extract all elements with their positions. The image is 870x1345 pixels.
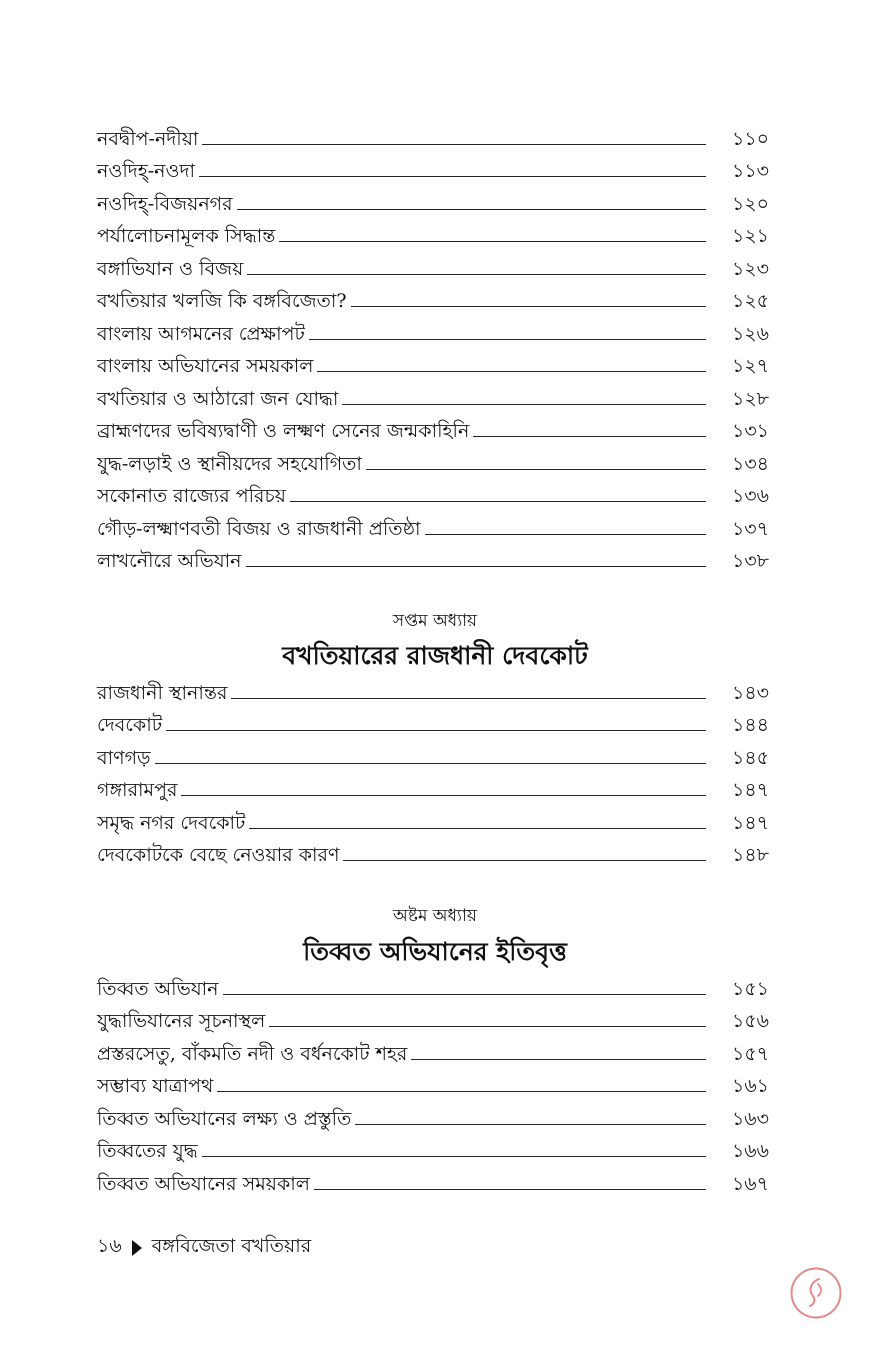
toc-entry-page-number: ১৩৪ (731, 452, 769, 475)
toc-leader-line (217, 1090, 706, 1092)
chapter-7-label: সপ্তম অধ্যায় (392, 611, 478, 631)
toc-entry-page-number: ১৩৬ (731, 485, 769, 507)
toc-entry-title: লাখনৌরে অভিযান (97, 550, 242, 572)
toc-leader-line (269, 1025, 706, 1027)
toc-leader-line (223, 993, 706, 995)
chapter-8-label: অষ্টম অধ্যায় (393, 906, 477, 926)
toc-entry-page-number: ১৪৩ (731, 681, 769, 704)
toc-leader-line (247, 273, 706, 275)
toc-entry-title: গৌড়-লক্ষ্মাণবতী বিজয় ও রাজধানী প্রতিষ্ঠা (97, 517, 421, 540)
footer-page-number: ১৬ (97, 1235, 122, 1257)
toc-section-chapter-7 (97, 672, 769, 867)
page-footer (97, 1232, 311, 1264)
toc-entry (97, 476, 769, 509)
chapter-8-title: তিব্বত অভিযানের ইতিবৃত্ত (303, 937, 567, 966)
toc-entry (97, 835, 769, 868)
toc-entry-page-number: ১৫১ (732, 977, 769, 1000)
toc-section-continued (97, 118, 769, 573)
toc-leader-line (342, 403, 706, 405)
toc-entry-page-number: ১২৬ (731, 322, 769, 345)
toc-entry-page-number: ১২১ (731, 225, 769, 247)
toc-entry (97, 281, 769, 314)
toc-leader-line (317, 370, 706, 372)
toc-entry-title: নওদিহ্-নওদা (97, 160, 195, 182)
toc-leader-line (237, 208, 706, 210)
toc-leader-line (290, 500, 706, 502)
toc-leader-line (199, 175, 706, 177)
toc-entry (97, 1131, 769, 1164)
toc-entry (97, 313, 769, 346)
toc-entry (97, 1001, 769, 1034)
toc-entry (97, 151, 769, 184)
toc-entry (97, 378, 769, 411)
toc-leader-line (351, 305, 706, 307)
toc-entry-page-number: ১১০ (731, 127, 769, 150)
toc-leader-line (166, 729, 706, 731)
toc-entry-title: বাংলায় আগমনের প্রেক্ষাপট (97, 322, 305, 345)
toc-entry-page-number: ১৬৩ (731, 1107, 769, 1130)
toc-leader-line (314, 1188, 706, 1190)
toc-entry-title: তিব্বত অভিযান (97, 977, 219, 1000)
toc-entry (97, 216, 769, 249)
toc-entry (97, 802, 769, 835)
toc-entry-title: দেবকোটকে বেছে নেওয়ার কারণ (97, 844, 340, 866)
toc-entry-title: তিব্বত অভিযানের লক্ষ্য ও প্রস্তুতি (97, 1107, 352, 1130)
toc-leader-line (366, 468, 706, 470)
toc-leader-line (425, 533, 706, 535)
toc-entry-title: পর্যালোচনামূলক সিদ্ধান্ত (97, 225, 276, 247)
toc-leader-line (155, 762, 706, 764)
toc-entry-page-number: ১২৮ (731, 387, 769, 410)
toc-entry (97, 770, 769, 803)
toc-entry-page-number: ১৩৮ (731, 550, 769, 572)
toc-entry-title: বাণগড় (97, 746, 151, 769)
toc-entry (97, 1163, 769, 1196)
toc-leader-line (231, 697, 706, 699)
toc-entry (97, 672, 769, 705)
toc-entry (97, 968, 769, 1001)
toc-entry-title: সকোনাত রাজ্যের পরিচয় (97, 485, 286, 507)
toc-entry-page-number: ১৬১ (731, 1075, 769, 1097)
toc-entry-page-number: ১৩১ (731, 420, 769, 442)
toc-entry-page-number: ১২৩ (731, 257, 769, 280)
toc-entry-title: ব্রাহ্মণদের ভবিষ্যদ্বাণী ও লক্ষ্মণ সেনের জন্মকাহিনি (97, 420, 470, 442)
toc-entry-page-number: ১৬৭ (731, 1172, 769, 1195)
toc-entry-title: বঙ্গাভিযান ও বিজয় (97, 257, 244, 280)
toc-entry-title: রাজধানী স্থানান্তর (97, 681, 228, 704)
toc-entry-page-number: ১২০ (731, 192, 769, 215)
toc-entry-title: নওদিহ্-বিজয়নগর (97, 192, 233, 215)
toc-entry-page-number: ১৫৬ (731, 1010, 769, 1032)
toc-entry-title: গঙ্গারামপুর (97, 779, 178, 801)
toc-entry-title: বখতিয়ার ও আঠারো জন যোদ্ধা (97, 387, 339, 410)
toc-entry-page-number: ১৪৪ (732, 714, 769, 736)
toc-leader-line (279, 240, 706, 242)
toc-entry-page-number: ১৪৭ (731, 811, 769, 834)
toc-entry-title: তিব্বতের যুদ্ধ (97, 1140, 198, 1162)
toc-entry (97, 411, 769, 444)
toc-entry-page-number: ১১৩ (731, 160, 769, 182)
toc-entry-title: বাংলায় অভিযানের সময়কাল (97, 355, 314, 377)
publisher-logo-icon (789, 1266, 843, 1320)
chapter-7-title: বখতিয়ারের রাজধানী দেবকোট (282, 641, 588, 670)
toc-entry (97, 541, 769, 574)
toc-leader-line (246, 565, 706, 567)
toc-entry-title: তিব্বত অভিযানের সময়কাল (97, 1172, 310, 1195)
toc-entry (97, 1033, 769, 1066)
toc-leader-line (202, 143, 706, 145)
toc-leader-line (343, 859, 706, 861)
toc-leader-line (473, 435, 706, 437)
toc-leader-line (355, 1123, 706, 1125)
toc-entry-title: যুদ্ধ-লড়াই ও স্থানীয়দের সহযোগিতা (97, 452, 362, 475)
toc-entry (97, 248, 769, 281)
toc-entry (97, 346, 769, 379)
toc-entry (97, 443, 769, 476)
toc-entry (97, 508, 769, 541)
toc-entry (97, 118, 769, 151)
footer-book-title: বঙ্গবিজেতা বখতিয়ার (151, 1235, 312, 1257)
toc-leader-line (249, 827, 706, 829)
toc-entry-title: যুদ্ধাভিযানের সূচনাস্থল (97, 1010, 266, 1032)
toc-entry-title: প্রস্তরসেতু, বাঁকমতি নদী ও বর্ধনকোট শহর (97, 1042, 408, 1065)
toc-entry-page-number: ১৪৮ (732, 844, 769, 866)
toc-entry-page-number: ১৬৬ (731, 1140, 769, 1162)
toc-entry-page-number: ১৪৭ (731, 779, 769, 801)
toc-leader-line (309, 338, 706, 340)
toc-entry-page-number: ১৩৭ (731, 517, 769, 540)
toc-entry-title: দেবকোট (97, 714, 163, 736)
toc-entry-title: বখতিয়ার খলজি কি বঙ্গবিজেতা? (97, 290, 347, 312)
toc-leader-line (181, 794, 706, 796)
toc-entry-page-number: ১৫৭ (731, 1042, 769, 1065)
toc-entry (97, 737, 769, 770)
toc-entry-title: সমৃদ্ধ নগর দেবকোট (97, 811, 246, 834)
toc-leader-line (202, 1155, 706, 1157)
toc-entry-page-number: ১২৭ (731, 355, 769, 377)
toc-entry-page-number: ১৪৫ (732, 746, 769, 769)
toc-entry (97, 1066, 769, 1099)
toc-section-chapter-8 (97, 968, 769, 1196)
triangle-right-icon (132, 1240, 142, 1256)
toc-entry-page-number: ১২৫ (731, 290, 769, 312)
toc-entry-title: নবদ্বীপ-নদীয়া (97, 127, 199, 150)
toc-entry (97, 705, 769, 738)
toc-leader-line (411, 1058, 706, 1060)
toc-entry (97, 183, 769, 216)
toc-entry (97, 1098, 769, 1131)
toc-entry-title: সম্ভাব্য যাত্রাপথ (97, 1075, 214, 1097)
